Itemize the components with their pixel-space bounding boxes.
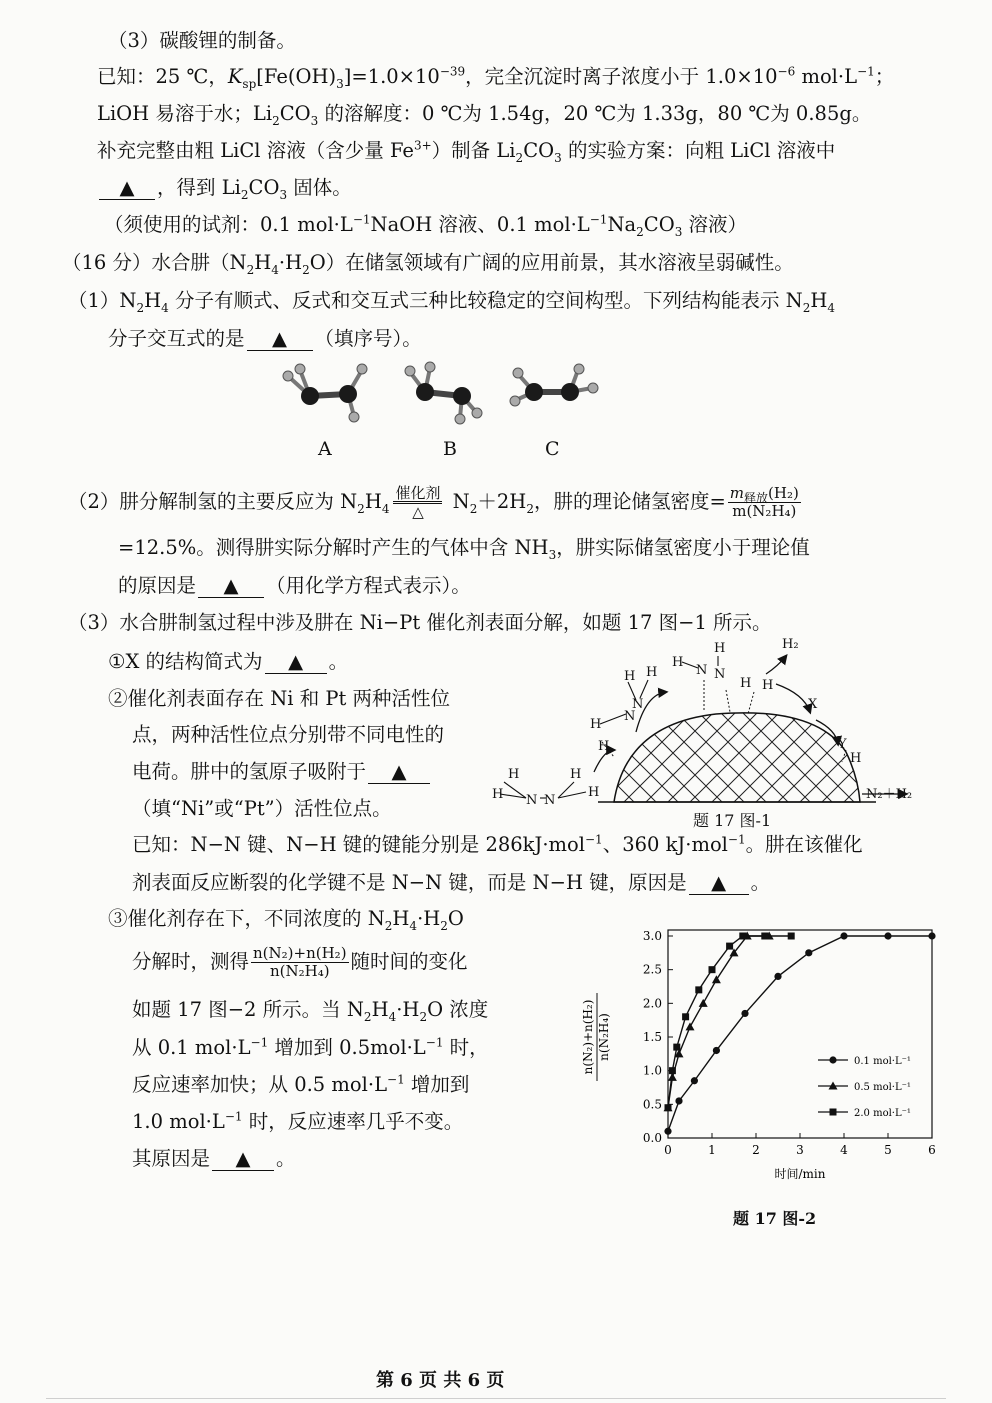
answer-blank[interactable]: ▲ xyxy=(689,872,749,895)
answer-blank[interactable]: ▲ xyxy=(99,177,155,200)
fig1-label-n: N xyxy=(696,663,708,678)
data-point xyxy=(673,1044,680,1051)
data-point xyxy=(682,1013,689,1020)
figure-17-1-caption: 题 17 图-1 xyxy=(693,811,772,830)
answer-blank[interactable]: ▲ xyxy=(198,575,264,598)
fig1-label-h: H xyxy=(850,751,862,766)
x-tick-label: 4 xyxy=(840,1143,848,1157)
q3-3-line6: 1.0 $mol\cdot L^{-1}$ 时，反应速率几乎不变。 xyxy=(132,1109,464,1133)
fig1-label-h: H xyxy=(672,655,684,670)
n2h4-conformers xyxy=(270,356,620,431)
data-point xyxy=(695,986,702,993)
section-3-heading: （3）碳酸锂的制备。 xyxy=(108,29,296,52)
bond-energy-line1: 已知：N−N 键、N−H 键的键能分别是 286kJ·mol$^{-1}$、360 kJ·mol$^{-1}$。肼在该催化 xyxy=(132,832,863,856)
x-tick-label: 0 xyxy=(664,1143,672,1157)
data-point xyxy=(669,1067,676,1074)
figure-17-1 xyxy=(486,632,926,832)
fig1-label-n: N xyxy=(544,793,556,808)
molecule-b xyxy=(405,362,482,424)
fig1-label-h: H xyxy=(590,717,602,732)
series-1 xyxy=(664,932,935,1134)
q3-2-line3: 电荷。肼中的氢原子吸附于 ▲ xyxy=(132,759,432,785)
fig1-label-h: H xyxy=(762,678,774,693)
data-point xyxy=(709,966,716,973)
data-point xyxy=(805,949,812,956)
fig1-label-products: N₂＋H₂ xyxy=(866,787,913,802)
data-point xyxy=(726,943,733,950)
answer-blank[interactable]: ▲ xyxy=(212,1148,274,1171)
data-point xyxy=(829,1056,836,1063)
y-tick-label: 3.0 xyxy=(642,929,662,943)
y-tick-label: 0.5 xyxy=(642,1097,662,1112)
q1-line1: $(1)N_2H_4$ 分子有顺式、反式和交互式三种比较稳定的空间构型。下列结构能表示 $N_2H_4$ xyxy=(68,289,836,315)
q3-2-line4: （填“Ni”或“Pt”）活性位点。 xyxy=(132,797,392,820)
x-tick-label: 6 xyxy=(928,1143,936,1157)
question-17-intro: （16 分）水合肼$(N_2H_4\cdot H_2O)$在储氢领域有广阔的应用前景，其水溶液呈弱碱性。 xyxy=(62,251,794,277)
fig1-label-h: H xyxy=(598,739,610,754)
data-point xyxy=(699,999,708,1007)
q2-line3: 的原因是 ▲ （用化学方程式表示）。 xyxy=(118,574,471,597)
reaction-condition: 催化剂 △ xyxy=(395,484,441,521)
figure-17-2-chart xyxy=(570,922,940,1197)
answer-blank[interactable]: ▲ xyxy=(265,651,327,674)
x-tick-label: 5 xyxy=(884,1143,892,1157)
data-point xyxy=(712,975,721,983)
molecule-label-c: C xyxy=(545,438,560,460)
y-tick-label: 2.0 xyxy=(642,996,662,1011)
q3-3-line4: 从 0.1 $mol\cdot L^{-1}$ 增加到 $0.5mol\cdot L^{-1}$ 时， xyxy=(132,1035,489,1059)
q3-3-line1: ③催化剂存在下，不同浓度的 $N_2H_4\cdot H_2O$ xyxy=(108,907,464,933)
molecule-label-a: A xyxy=(318,438,332,460)
q3-3-line2: 分解时，测得 $\frac{\text{n(N₂)+n(H₂)}}{\text{n(N₂H₄)}}$ 随时间的变化 xyxy=(132,944,468,980)
q1-line2: 分子交互式的是 ▲ （填序号）。 xyxy=(108,327,422,350)
x-tick-label: 1 xyxy=(708,1143,716,1157)
supplement-line: 补充完整由粗 LiCl 溶液（含少量 $Fe^{3+}$）制备 $Li_2CO_3$ 的实验方案：向粗 LiCl 溶液中 xyxy=(97,138,836,165)
y-axis-label-numerator: n(N₂)+n(H₂) xyxy=(581,999,595,1075)
fig1-label-h: H xyxy=(740,676,752,691)
fig1-label-h: H xyxy=(508,767,520,782)
fig1-label-n: N xyxy=(526,793,538,808)
data-point xyxy=(928,932,935,939)
y-tick-label: 1.0 xyxy=(642,1063,662,1078)
molecule-c xyxy=(510,364,598,406)
answer-blank[interactable]: ▲ xyxy=(368,761,430,784)
q3-2-line2: 点，两种活性位点分别带不同电性的 xyxy=(132,723,445,746)
y-tick-label: 2.5 xyxy=(642,962,662,977)
data-point xyxy=(686,1022,695,1030)
data-point xyxy=(664,1128,671,1135)
page-footer: 第 6 页 共 6 页 xyxy=(376,1370,505,1391)
fig1-label-y: Y xyxy=(838,737,847,752)
q2-line1: （2）肼分解制氢的主要反应为 $N_2H_4$ 催化剂 △ $N_2+2H_2$，肼的理论储氢密度= $\frac{m_{释放}(H_2)}{\text{m(N₂H₄)}}$ xyxy=(68,484,799,521)
reagent-line: （须使用的试剂：0.1 $mol\cdot L^{-1}NaOH$ 溶液、0.1 $mol\cdot L^{-1}Na_2CO_3$ 溶液） xyxy=(104,212,748,239)
data-point xyxy=(788,933,795,940)
x-tick-label: 3 xyxy=(796,1143,804,1157)
data-point xyxy=(761,933,768,940)
q2-line2: =12.5%。测得肼实际分解时产生的气体中含 $NH_3$，肼实际储氢密度小于理论值 xyxy=(118,536,810,562)
fig1-label-h: H xyxy=(570,767,582,782)
q3-3-line5: 反应速率加快；从 0.5 $mol\cdot L^{-1}$ 增加到 xyxy=(132,1072,470,1096)
fig1-label-h: H xyxy=(624,669,636,684)
data-point xyxy=(741,1010,748,1017)
data-point xyxy=(774,973,781,980)
bond-energy-line2: 剂表面反应断裂的化学键不是 N−N 键，而是 N−H 键，原因是 ▲ 。 xyxy=(132,871,771,894)
data-point xyxy=(691,1077,698,1084)
figure-17-2-caption: 题 17 图-2 xyxy=(733,1209,817,1228)
fig1-label-h: H xyxy=(714,641,726,656)
answer-line-li2co3: ▲ ，得到 $Li_2CO_3$ 固体。 xyxy=(97,175,352,201)
q3-2-line1: ②催化剂表面存在 Ni 和 Pt 两种活性位 xyxy=(108,687,451,710)
series-line xyxy=(668,936,791,1108)
plot-frame xyxy=(668,930,932,1138)
fig1-label-h2: H₂ xyxy=(782,637,799,652)
q3-1: ①X 的结构简式为 ▲ 。 xyxy=(108,650,349,673)
legend-entry: 0.1 mol·L⁻¹ xyxy=(854,1056,911,1067)
fig1-label-h: H xyxy=(588,785,600,800)
q3-3-line3: 如题 17 图−2 所示。当 $N_2H_4\cdot H_2O$ 浓度 xyxy=(132,998,489,1024)
catalyst-surface xyxy=(614,713,860,802)
known-ksp-line: 已知：25 ℃，$K_{sp}[Fe(OH)_3]=1.0\times 10^{-39}$，完全沉淀时离子浓度小于 $1.0\times 10^{-6}$ $mol\cdot L^{-1}$； xyxy=(97,64,895,91)
y-axis-label-denominator: n(N₂H₄) xyxy=(597,1013,611,1061)
answer-blank[interactable]: ▲ xyxy=(247,328,313,351)
data-point xyxy=(665,1104,672,1111)
fig1-label-n: N xyxy=(714,667,726,682)
storage-density-fraction: $\frac{m_{释放}(H_2)}{\text{m(N₂H₄)}}$ xyxy=(729,484,799,520)
fig1-label-h: H xyxy=(646,665,658,680)
molecule-label-b: B xyxy=(443,438,457,460)
q3-3-line7: 其原因是 ▲ 。 xyxy=(132,1147,296,1170)
molecule-a xyxy=(283,364,367,422)
data-point xyxy=(830,1109,837,1116)
data-point xyxy=(675,1097,682,1104)
fig1-label-n: N xyxy=(632,697,644,712)
q3-intro: （3）水合肼制氢过程中涉及肼在 Ni−Pt 催化剂表面分解，如题 17 图−1 所示。 xyxy=(68,611,772,634)
data-point xyxy=(840,932,847,939)
solubility-line: LiOH 易溶于水；$Li_2CO_3$ 的溶解度：0 ℃为 1.54g，20 ℃为 1.33g，80 ℃为 0.85g。 xyxy=(97,102,872,128)
data-point xyxy=(713,1047,720,1054)
y-tick-label: 0.0 xyxy=(642,1131,662,1145)
series-line xyxy=(668,936,932,1131)
y-tick-label: 1.5 xyxy=(642,1030,662,1044)
legend-entry: 0.5 mol·L⁻¹ xyxy=(854,1082,911,1093)
legend-entry: 2.0 mol·L⁻¹ xyxy=(854,1108,911,1119)
x-axis-label: 时间/min xyxy=(774,1167,826,1181)
data-point xyxy=(739,933,746,940)
page-bottom-rule xyxy=(46,1398,946,1399)
fig1-label-x: X xyxy=(808,697,818,712)
fig1-label-n: N xyxy=(624,709,636,724)
data-point xyxy=(884,932,891,939)
x-tick-label: 2 xyxy=(752,1143,760,1157)
fig1-label-h: H xyxy=(492,787,504,802)
ratio-fraction: $\frac{\text{n(N₂)+n(H₂)}}{\text{n(N₂H₄)}}$ xyxy=(253,944,347,980)
series-2 xyxy=(664,932,774,1112)
